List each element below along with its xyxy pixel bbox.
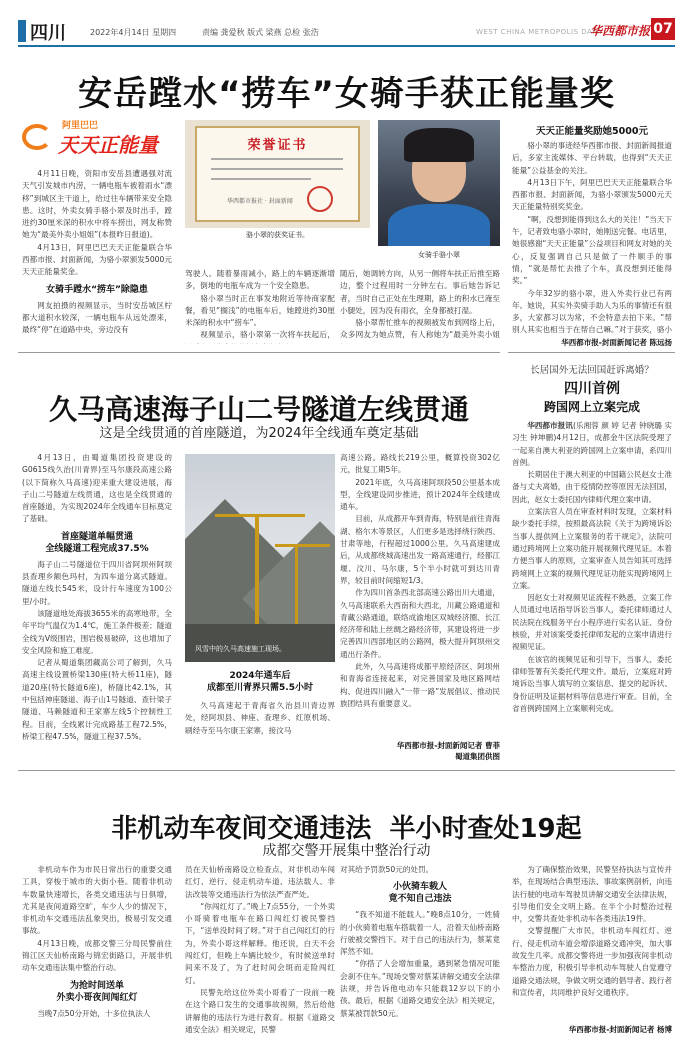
paragraph: 4月13日下午，阿里巴巴天天正能量联合华西都市报、封面新闻，为骆小翠颁发5000元天天正能量特别奖奖金。 (512, 177, 672, 212)
paragraph: 今年32岁的骆小翠，进入外卖行业已有两年。她说，其实外卖骑手助人为乐的事情还有很多，大家都习以为常，不会特意去拍下来。“帮别人其实也相当于在帮自己嘛。”对于获奖，骆小 (512, 288, 672, 335)
divider (18, 352, 500, 353)
cert-seal-icon (307, 186, 333, 212)
photo2-caption: 女骑手骆小翠 (418, 251, 460, 259)
story2-headline: 久马高速海子山二号隧道左线贯通 (48, 393, 469, 426)
alibaba-icon (22, 124, 52, 150)
paragraph: 在该官的视频见证和引导下，当事人、委托律师签署有关委托代理文件。最后，立案庭对跨境诉讼当事人填写的立案信息、提交的起诉状、身份证明及证据材料等信息进行审查。目前，全省首例跨国网上立案顺利完成。 (512, 654, 672, 713)
paragraph: 2021年底，久马高速阿坝段50公里基本成型，全线建设同步推进，预计2024年全线建成通车。 (340, 477, 500, 512)
paragraph: 海子山二号隧道位于四川省阿坝州阿坝县查理乡额色玛村，为四车道分离式隧道。隧道左线长545米，设计行车速度为100公里/小时。 (22, 559, 172, 606)
editors-line: 责编 龚爱秋 版式 梁燕 总检 张浩 (202, 28, 319, 37)
paragraph: 非机动车作为市民日常出行的重要交通工具，穿梭于城市的大街小巷。随着非机动车数量快速增长，各类交通违法与日俱增，尤其是夜间道路空旷，车少人少的情况下，非机动车交通违法乱象突出，极易引发交通事故。 (22, 865, 172, 936)
paragraph: (乐湘蓉 颜 婷 记者 钟晓璐 实习生 钟坤鹏)4月12日，成都金牛区法院受理了一起来自澳大利亚的跨国网上立案申请，系四川首例。 (512, 421, 672, 467)
paragraph: “啊，没想到能得到这么大的关注！”当天下午，记者致电骆小翠时，她刚送完餐。电话里，她很感谢“天天正能量”公益项目和网友对她的关心，反复强调自己只是做了一件顺手的事情，“就是帮忙去推了个车，真没想到还能得奖。” (512, 214, 672, 286)
sub-line: 成都至川青界只需5.5小时 (207, 683, 313, 693)
sub-line: 首座隧道单幅贯通 (60, 531, 133, 542)
paragraph: 记者从蜀道集团藏高公司了解到，久马高速主线设置桥梁130座(特大桥11座)，隧道20座(特长隧道6座)，桥隧比42.1%，其中包括神座隧道、海子山1号隧道、查针梁子隧道、马赖隧道和王家寨左线5个控制性工程。目前，全线累计完成路基工程72.5%，桥梁工程47.5%，隧道工程37.5%。 (22, 658, 172, 741)
alibaba-logo (22, 118, 172, 158)
sub-line: 外卖小哥夜间闯红灯 (56, 992, 138, 1003)
sub-line: 竟不知自己违法 (388, 894, 452, 905)
paragraph: 此外，久马高速将成都平原经济区、阿坝州和青海省连接起来，对完善国家及地区路网结构、促进四川融入“一带一路”发展倡议、推动民族团结具有重要意义。 (340, 662, 500, 708)
brand-logo: 华西都市报 (590, 24, 651, 38)
story4-col4 (512, 864, 672, 1020)
logo-main: 天天正能量 (58, 133, 158, 157)
divider (18, 770, 675, 771)
section-tab (18, 20, 26, 42)
paragraph: 立案法官人员在审查材料时发现，立案材料缺少委托手续，按照最高法院《关于为跨境诉讼当事人提供网上立案服务的若干规定》，法院可通过跨境网上立案功能开展视频代理见证。本着方便当事人的原则，立案审查人员告知其可选择跨境网上立案的视频代理见证功能实现跨境网上立案。 (512, 507, 672, 590)
cert-title: 荣誉证书 (247, 138, 308, 153)
page-header (0, 0, 690, 50)
paragraph: 长期居住于澳大利亚的中国籍公民赵女士准备与丈夫离婚，由于疫情防控等原因无法回国，因此，赵女士委托国内律师代理立案申请。 (512, 470, 672, 504)
brand-english: WEST CHINA METROPOLIS DAILY (476, 28, 604, 36)
paragraph: 4月13日，阿里巴巴天天正能量联合华西都市报、封面新闻，为骆小翠颁发5000元天天正能量奖金。 (22, 242, 172, 277)
section-label: 四川 (30, 23, 66, 44)
story1-side-title: 天天正能量奖励她5000元 (536, 126, 648, 137)
paragraph: 4月13日晚，成都交警三分局民警前往锦江区天仙桥南路与锦宏街路口，开展非机动车交通违法集中整治行动。 (22, 938, 172, 973)
story4-col3 (340, 864, 500, 1036)
paragraph: 视频显示，骆小翠第一次将车扶起后， (200, 330, 335, 340)
story1-headline: 安岳蹚水“捞车”女骑手获正能量奖 (78, 74, 615, 114)
construction-photo (185, 454, 335, 662)
paragraph: “你搭了人会增加重量，遇到紧急情况可能会刹不住车。”现场交警对蔡某讲解交通安全法律法规，并告诉他电动车只能载12岁以下的小孩。最后，根据《道路交通安全法》相关规定，蔡某被罚款50元。 (340, 959, 500, 1018)
crane-icon (255, 514, 259, 624)
story1-col3 (340, 268, 500, 344)
paragraph: 当晚7点50分开始，十多位执法人 (37, 1008, 151, 1018)
paragraph: 民警先给这位外卖小哥看了一段前一晚在这个路口发生的交通事故视频，然后给他讲解他的违法行为进行教育。根据《道路交通安全法》相关规定，民警 (185, 987, 335, 1034)
story2-byline (340, 740, 500, 762)
sub-line: 小伙骑车载人 (392, 882, 447, 893)
story2-subhead-open (185, 670, 335, 694)
paragraph: 员在天仙桥南路设立检查点，对非机动车闯红灯、逆行、侵走机动车道、违法载人、非法改装等交通违法行为依法严查严处。 (185, 865, 335, 899)
story3-headline2: 跨国网上立案完成 (543, 400, 640, 414)
paragraph: 交警提醒广大市民，非机动车闯红灯、逆行、侵走机动车道会增添道路交通冲突，加大事故发生几率。成都交警将进一步加强夜间非机动车整治力度，积极引导非机动车驾驶人自觉遵守道路交通法规，争做文明交通的倡导者、践行者和宣传者，共同维护良好交通秩序。 (512, 926, 672, 997)
story2-col2 (185, 700, 335, 760)
sub-line: 2024年通车后 (229, 671, 291, 681)
story1-col1 (22, 168, 172, 340)
paragraph: 作为四川首条西北部高速公路出川大通道，久马高速联系大西南和大西北，川藏公路通道和青藏公路通道，联络成渝地区双城经济圈、长江经济带和陆上丝绸之路经济带，其建设将进一步完善四川西部地区的公路网，极大提升阿坝州交通出行条件。 (340, 588, 500, 659)
story1-subhead: 女骑手蹚水“捞车”除隐患 (46, 284, 148, 295)
paragraph: 骆小翠的事迹经华西都市报、封面新闻报道后，多家主流媒体、平台转载，也得到“天天正能量”公益基金的关注。 (512, 141, 672, 175)
story1-byline: 华西都市报-封面新闻记者 陈远扬 (561, 338, 672, 347)
paragraph: 久马高速起于青海省久治县川青边界处，经阿坝县、神座、查理乡、红原机场、刷经寺至马尔康王家寨，接汶马 (185, 701, 335, 735)
byline-line: 华西都市报-封面新闻记者 曹菲 (396, 741, 500, 750)
story3-col (512, 420, 672, 764)
story4-subhead2 (340, 881, 500, 905)
paragraph: 对其给予罚款50元的处罚。 (340, 865, 434, 874)
photo-caption: 风雪中的久马高速施工现场。 (195, 645, 286, 653)
cert-org: 华西都市报社 · 封面新闻 (227, 198, 293, 205)
lead-byline: 华西都市报讯 (527, 421, 573, 430)
paragraph: 该隧道地处海拔3655米的高寒地带，全年平均气温仅为1.4℃，施工条件极差；隧道全线为V级围岩，围岩极易破碎，这也增加了安全风险和施工难度。 (22, 608, 172, 655)
header-rule (18, 45, 675, 47)
sub-line: 全线隧道工程完成37.5% (45, 543, 149, 554)
story4-col1 (22, 864, 172, 1036)
story3-kicker: 长居国外无法回国赶诉离婚？ (530, 365, 654, 376)
photo1-caption: 骆小翠的获奖证书。 (246, 231, 309, 239)
story1-col2 (185, 268, 335, 344)
story1-col4 (512, 140, 672, 336)
sub-line: 为抢时间送单 (69, 980, 124, 991)
story4-headline: 非机动车夜间交通违法 半小时查处19起 (111, 814, 582, 844)
byline-line: 蜀道集团供图 (455, 752, 500, 761)
story4-subhead1 (22, 980, 172, 1004)
paragraph: 骆小翠当时正在事发地附近等待商家配餐，看见“搁浅”的电瓶车后，她蹚进约30厘米深的积水中“捞车”。 (185, 293, 335, 328)
paragraph: 高速公路。路线长219公里，概算投资302亿元，批复工期5年。 (340, 453, 500, 475)
story2-subhead: 这是全线贯通的首座隧道，为2024年全线通车奠定基础 (99, 426, 419, 441)
paragraph: 4月11日晚，资阳市安岳县遭遇强对流天气引发城市内涝，一辆电瓶车被着雨水“漂移”到城区主干道上，给过往车辆带来安全隐患。这时，外卖女骑手骆小翠及时出手，蹚进约30厘米深的积水中将车捞出，网友称赞她为“最美外卖小姐姐”(本报昨日报道)。 (22, 169, 172, 240)
paragraph: 骆小翠帮忙推车的视频被发布到网络上后，众多网友为她点赞，有人称她为“最美外卖小姐 (340, 318, 500, 340)
paragraph: 为了确保整治效果，民警坚持执法与宣传并举，在现场结合典型违法、事故案例剖析，向违法行驶的电动车驾驶员讲解交通安全法律法规，引导他们安全文明上路。在半个小时整治过程中，交警共查处非机动车各类违法19件。 (512, 865, 672, 924)
story2-col3 (340, 452, 500, 736)
paragraph: “我不知道不能载人。”晚8点10分，一姓骑的小伙骑着电瓶车搭载着一人，沿着天仙桥南路行驶被交警挡下。对于自己的违法行为，蔡某竟浑然不知。 (340, 910, 500, 957)
rider-photo (378, 120, 500, 246)
paragraph: “你闯红灯了。”晚上7点55分，一个外卖小哥骑着电瓶车在路口闯红灯被民警挡下，“送单没时间了呀。”对于自己闯红灯的行为，外卖小哥这样解释。他还说，白天不会闯红灯，但晚上车辆比较少，有时候送单时间来不及了，为了赶时间会斑而走险闯红灯。 (185, 901, 335, 985)
paragraph: 随后，她调转方向，从另一侧将车扶正后推至路边，整个过程用时一分钟左右。事后她告诉记者，当时自己正处在生理期，路上的积水已淹至小腿处，因为没有雨衣，全身都被打湿。 (340, 269, 500, 315)
story4-subhead: 成都交警开展集中整治行动 (262, 843, 431, 859)
paragraph: 4月13日，由蜀道集团投资建设的G0615线久治(川青界)至马尔康段高速公路(以下简称久马高速)迎来重大建设进展，海子山二号隧道左线贯通，这也是全线贯通的首座隧道，为实现2024年全线通车目标奠定了基础。 (22, 453, 172, 524)
date-line: 2022年4月14日 星期四 (90, 28, 177, 37)
paragraph: 因赵女士对视频见证流程不熟悉，立案工作人员通过电话指导诉讼当事人，委托律师通过人民法院在线服务平台小程序进行实名认证、身份核验，并对该案受委托律师发起的立案申请进行视频见证。 (512, 593, 672, 652)
paragraph: 驾驶人。随着暴雨减小，路上的车辆逐渐增多，倒地的电瓶车成为一个安全隐患。 (185, 269, 335, 291)
paragraph: 目前，从成都开车到青海，特别是前往青海湖、格尔木等景区，人们更多是选择绕行陕西、甘肃等地，行程超过1000公里。久马高速建成后，从成都绕城高速出发一路高速通行，经都江堰、汶川、马尔康，5个半小时就可到达川青界，较目前时间缩短1/3。 (340, 514, 500, 585)
certificate-photo (185, 120, 370, 228)
logo-top: 阿里巴巴 (62, 121, 99, 131)
paragraph: 网友拍摄的视频显示，当时安岳城区柠都大道积水较深，一辆电瓶车从远处漂来，最终“停”在道路中央，旁边没有 (22, 300, 172, 335)
page-number: 07 (651, 18, 675, 40)
divider (508, 352, 675, 353)
story2-subhead-mid (22, 531, 172, 555)
story4-byline: 华西都市报-封面新闻记者 杨博 (568, 1025, 672, 1034)
story4-col2 (185, 864, 335, 1036)
story3-headline1: 四川首例 (564, 381, 620, 397)
